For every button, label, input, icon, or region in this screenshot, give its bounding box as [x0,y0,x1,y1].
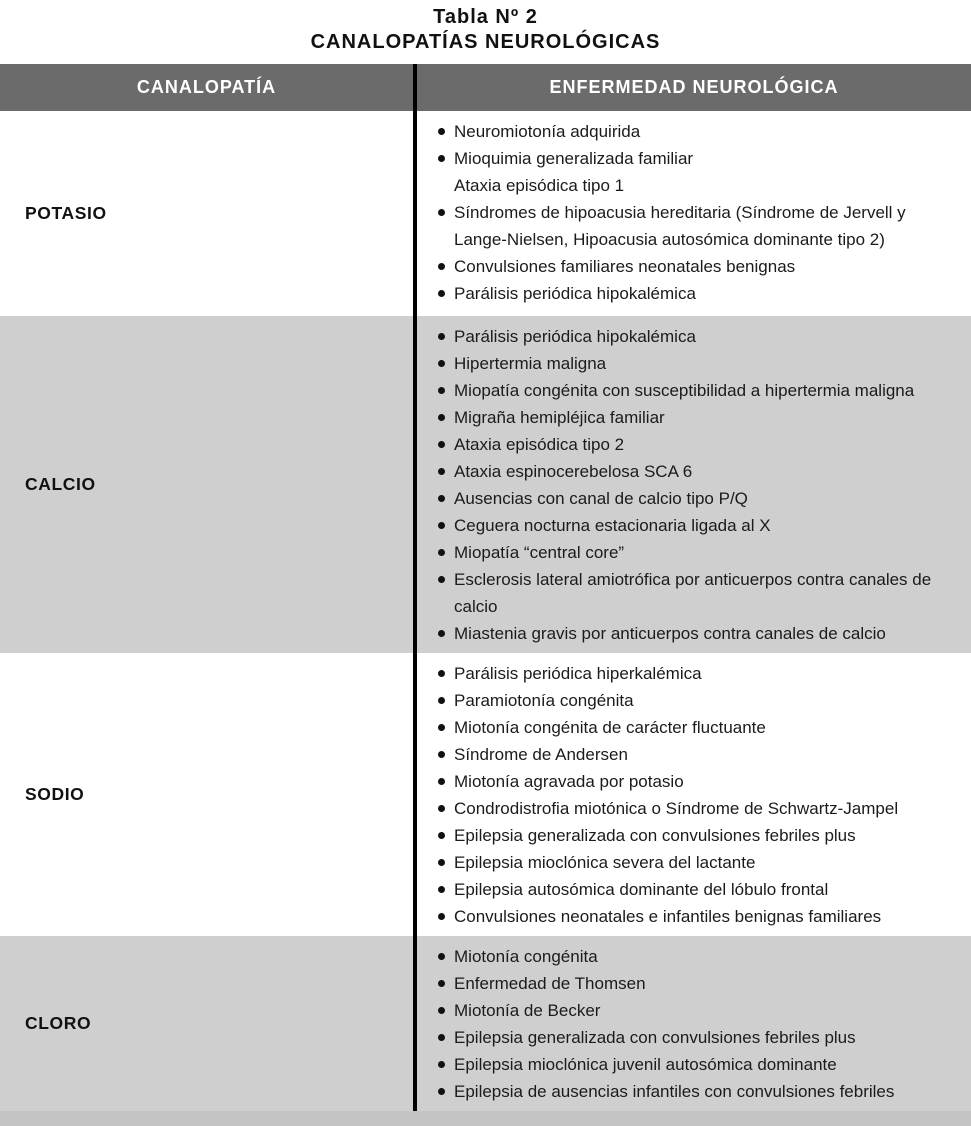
bullet-icon [438,903,454,930]
bullet-icon [438,714,454,741]
list-item [417,253,967,280]
item-text: Miopatía congénita con susceptibilidad a hipertermia maligna [454,381,915,401]
bullet-icon [438,253,454,280]
bullet-icon [438,431,454,458]
bullet-icon [438,1024,454,1051]
page-title [0,0,971,64]
item-text: Epilepsia generalizada con convulsiones febriles plus [454,1028,856,1048]
list-item [417,566,967,620]
row-label: CLORO [25,1013,92,1034]
table-header-row [0,64,971,111]
table-number-title: Tabla Nº 2 [433,6,538,28]
item-text: Ataxia espinocerebelosa SCA 6 [454,462,693,482]
list-item [417,1051,967,1078]
bullet-icon [438,1051,454,1078]
header-cell-enfermedad: ENFERMEDAD NEUROLÓGICA [413,64,971,111]
list-item [417,172,967,199]
list-item [417,687,967,714]
table-main-title: CANALOPATÍAS NEUROLÓGICAS [310,31,661,53]
list-item [417,903,967,930]
bullet-icon [438,687,454,714]
list-item [417,970,967,997]
list-item [417,741,967,768]
item-text: Ceguera nocturna estacionaria ligada al X [454,516,771,536]
bullet-icon [438,512,454,539]
bullet-icon [438,199,454,226]
item-text: Convulsiones familiares neonatales benignas [454,257,796,277]
list-item [417,485,967,512]
bullet-icon [438,849,454,876]
list-item [417,660,967,687]
item-text: Hipertermia maligna [454,354,607,374]
item-text: Síndromes de hipoacusia hereditaria (Síndrome de Jervell y Lange-Nielsen, Hipoacusia autosómica dominante tipo 2) [454,203,906,250]
list-item [417,849,967,876]
list-item [417,118,967,145]
bullet-icon [438,660,454,687]
bullet-icon [438,539,454,566]
bullet-icon [438,485,454,512]
bullet-icon [438,323,454,350]
table-row [0,316,971,653]
header-cell-canalopatia: CANALOPATÍA [136,77,277,98]
item-text: Epilepsia de ausencias infantiles con convulsiones febriles [454,1082,895,1102]
bullet-icon [438,280,454,307]
bullet-icon [438,377,454,404]
list-item [417,876,967,903]
item-text: Parálisis periódica hiperkalémica [454,664,702,684]
bullet-icon [438,943,454,970]
bottom-strip [0,1111,971,1126]
item-text: Paramiotonía congénita [454,691,634,711]
item-text: Neuromiotonía adquirida [454,122,641,142]
disease-list [413,316,971,653]
table-row [0,111,971,316]
bullet-icon [438,970,454,997]
list-item [417,768,967,795]
disease-list [413,936,971,1111]
item-text: Epilepsia generalizada con convulsiones febriles plus [454,826,856,846]
bullet-icon [438,876,454,903]
bullet-icon [438,822,454,849]
list-item [417,795,967,822]
list-item [417,822,967,849]
item-text: Epilepsia autosómica dominante del lóbulo frontal [454,880,829,900]
item-text: Mioquimia generalizada familiar [454,149,694,169]
list-item [417,714,967,741]
item-text: Miotonía agravada por potasio [454,772,684,792]
list-item [417,431,967,458]
list-item [417,404,967,431]
item-text: Miotonía de Becker [454,1001,601,1021]
item-text: Ausencias con canal de calcio tipo P/Q [454,489,748,509]
item-text: Condrodistrofia miotónica o Síndrome de Schwartz-Jampel [454,799,899,819]
item-text: Migraña hemipléjica familiar [454,408,665,428]
item-text: Parálisis periódica hipokalémica [454,284,696,304]
list-item [417,458,967,485]
bullet-icon [438,620,454,647]
item-text: Miopatía “central core” [454,543,625,563]
row-label: SODIO [25,784,85,805]
bullet-icon [438,768,454,795]
list-item [417,539,967,566]
list-item [417,997,967,1024]
bullet-icon [438,145,454,172]
table-row [0,936,971,1111]
item-text: Ataxia episódica tipo 1 [454,176,625,196]
list-item [417,145,967,172]
item-text: Epilepsia mioclónica severa del lactante [454,853,756,873]
item-text: Miotonía congénita de carácter fluctuante [454,718,766,738]
item-text: Epilepsia mioclónica juvenil autosómica dominante [454,1055,837,1075]
item-text: Parálisis periódica hipokalémica [454,327,696,347]
table-body [0,111,971,1111]
bullet-icon [438,172,454,199]
list-item [417,377,967,404]
item-text: Enfermedad de Thomsen [454,974,646,994]
item-text: Convulsiones neonatales e infantiles benignas familiares [454,907,882,927]
bullet-icon [438,404,454,431]
table-row [0,653,971,936]
bullet-icon [438,997,454,1024]
item-text: Esclerosis lateral amiotrófica por anticuerpos contra canales de calcio [454,570,932,617]
bullet-icon [438,350,454,377]
list-item [417,943,967,970]
row-label: POTASIO [25,203,107,224]
list-item [417,199,967,253]
list-item [417,323,967,350]
row-label: CALCIO [25,474,96,495]
list-item [417,1078,967,1105]
item-text: Miastenia gravis por anticuerpos contra canales de calcio [454,624,886,644]
item-text: Ataxia episódica tipo 2 [454,435,625,455]
disease-list [413,111,971,316]
list-item [417,350,967,377]
item-text: Síndrome de Andersen [454,745,628,765]
list-item [417,512,967,539]
item-text: Miotonía congénita [454,947,598,967]
list-item [417,1024,967,1051]
disease-list [413,653,971,936]
list-item [417,280,967,307]
list-item [417,620,967,647]
bullet-icon [438,795,454,822]
bullet-icon [438,741,454,768]
bullet-icon [438,566,454,593]
bullet-icon [438,1078,454,1105]
bullet-icon [438,118,454,145]
bullet-icon [438,458,454,485]
